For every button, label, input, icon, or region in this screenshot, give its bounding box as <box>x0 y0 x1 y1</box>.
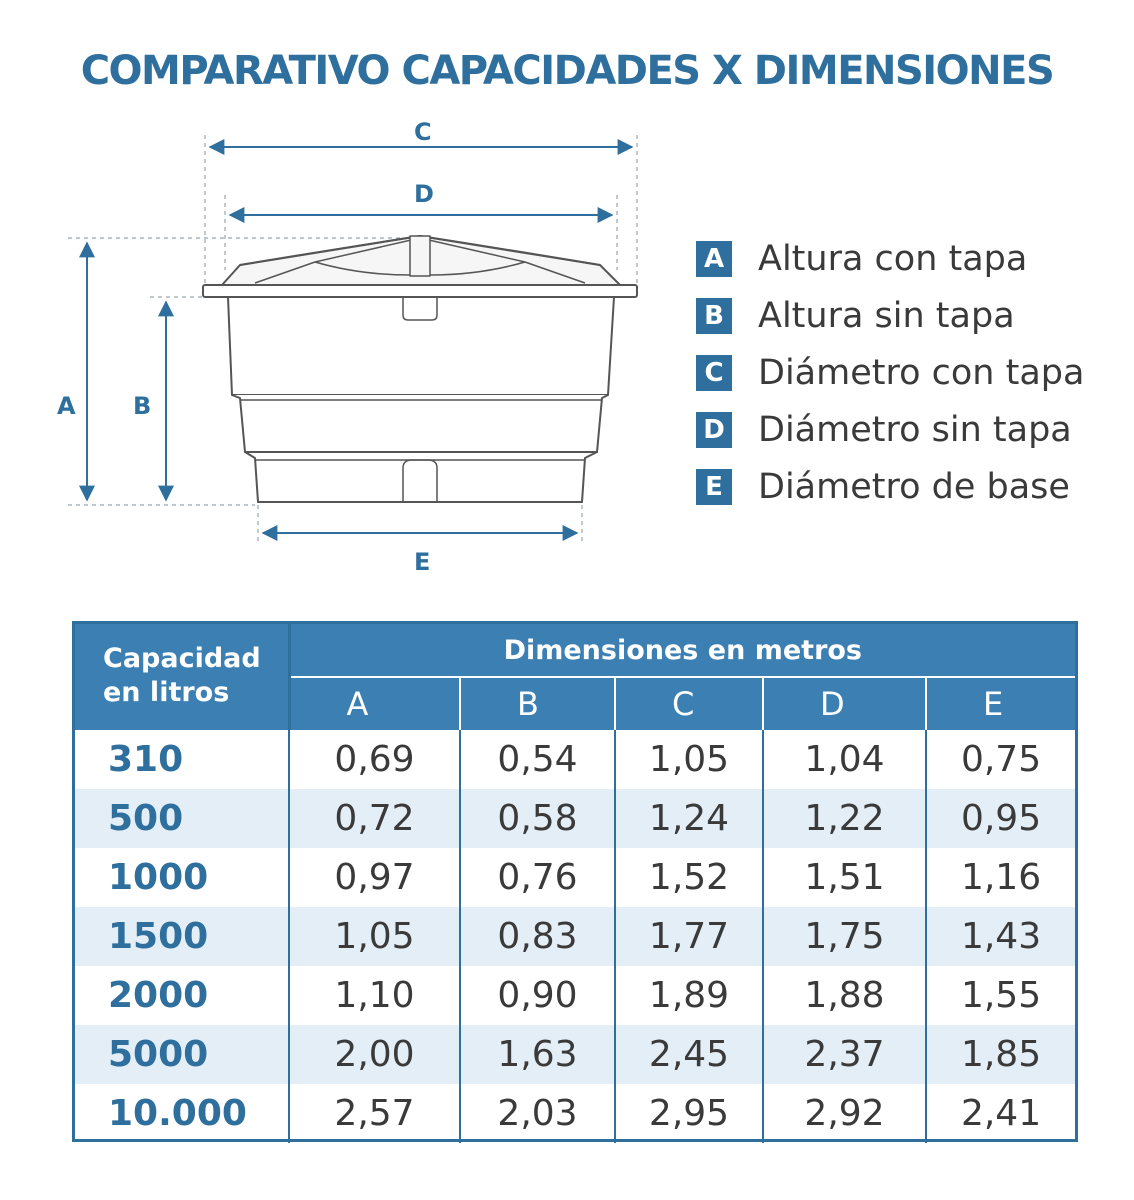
value-cell: 1,16 <box>926 848 1075 907</box>
value-cell: 0,69 <box>289 730 460 789</box>
value-cell: 1,22 <box>763 789 926 848</box>
value-cell: 0,58 <box>460 789 615 848</box>
value-cell: 2,00 <box>289 1025 460 1084</box>
value-cell: 0,54 <box>460 730 615 789</box>
capacity-cell: 1500 <box>75 907 289 966</box>
capacity-cell: 1000 <box>75 848 289 907</box>
tank-outline <box>203 236 637 502</box>
legend-key-badge: B <box>696 298 732 334</box>
value-cell: 1,24 <box>615 789 763 848</box>
value-cell: 1,51 <box>763 848 926 907</box>
value-cell: 2,03 <box>460 1084 615 1143</box>
legend-item-b <box>696 287 1084 344</box>
value-cell: 1,52 <box>615 848 763 907</box>
table-row <box>75 966 1075 1025</box>
legend-text: Diámetro sin tapa <box>758 409 1072 450</box>
legend-item-a <box>696 230 1084 287</box>
capacity-cell: 500 <box>75 789 289 848</box>
legend-key-badge: A <box>696 241 732 277</box>
value-cell: 1,05 <box>615 730 763 789</box>
value-cell: 2,57 <box>289 1084 460 1143</box>
table-row <box>75 1025 1075 1084</box>
legend-key-badge: D <box>696 412 732 448</box>
value-cell: 0,97 <box>289 848 460 907</box>
dimension-d-label: D <box>414 180 434 208</box>
capacity-cell: 5000 <box>75 1025 289 1084</box>
value-cell: 1,55 <box>926 966 1075 1025</box>
value-cell: 1,43 <box>926 907 1075 966</box>
dimensions-header: Dimensiones en metros <box>289 624 1075 677</box>
table-row <box>75 1084 1075 1143</box>
dimensions-table <box>72 621 1078 1142</box>
value-cell: 0,83 <box>460 907 615 966</box>
dimension-b-label: B <box>133 392 152 420</box>
value-cell: 0,72 <box>289 789 460 848</box>
value-cell: 0,75 <box>926 730 1075 789</box>
value-cell: 2,92 <box>763 1084 926 1143</box>
legend-text: Altura sin tapa <box>758 295 1015 336</box>
column-header-d: D <box>763 677 926 730</box>
dimension-a-label: A <box>57 392 76 420</box>
legend-key-badge: E <box>696 469 732 505</box>
value-cell: 2,95 <box>615 1084 763 1143</box>
dimension-e-label: E <box>414 548 431 576</box>
capacity-cell: 10.000 <box>75 1084 289 1143</box>
value-cell: 2,45 <box>615 1025 763 1084</box>
page-title: COMPARATIVO CAPACIDADES X DIMENSIONES <box>80 48 1054 94</box>
value-cell: 2,41 <box>926 1084 1075 1143</box>
legend-key-badge: C <box>696 355 732 391</box>
table-row <box>75 907 1075 966</box>
value-cell: 1,89 <box>615 966 763 1025</box>
column-header-b: B <box>460 677 615 730</box>
value-cell: 1,77 <box>615 907 763 966</box>
dimension-c-label: C <box>414 118 432 146</box>
value-cell: 0,76 <box>460 848 615 907</box>
column-header-c: C <box>615 677 763 730</box>
capacity-cell: 2000 <box>75 966 289 1025</box>
value-cell: 2,37 <box>763 1025 926 1084</box>
capacity-header <box>75 624 289 730</box>
legend-item-c <box>696 344 1084 401</box>
legend-text: Diámetro de base <box>758 466 1070 507</box>
value-cell: 0,90 <box>460 966 615 1025</box>
legend-text: Diámetro con tapa <box>758 352 1085 393</box>
value-cell: 1,63 <box>460 1025 615 1084</box>
column-header-a: A <box>289 677 460 730</box>
value-cell: 0,95 <box>926 789 1075 848</box>
legend-item-e <box>696 458 1084 515</box>
table-row <box>75 789 1075 848</box>
table-row <box>75 730 1075 789</box>
table-row <box>75 848 1075 907</box>
legend-text: Altura con tapa <box>758 238 1028 279</box>
tank-diagram <box>0 0 700 600</box>
value-cell: 1,75 <box>763 907 926 966</box>
capacity-cell: 310 <box>75 730 289 789</box>
column-header-e: E <box>926 677 1075 730</box>
value-cell: 1,88 <box>763 966 926 1025</box>
capacity-header-line2: en litros <box>103 677 230 708</box>
value-cell: 1,05 <box>289 907 460 966</box>
value-cell: 1,10 <box>289 966 460 1025</box>
legend-item-d <box>696 401 1084 458</box>
value-cell: 1,85 <box>926 1025 1075 1084</box>
capacity-header-line1: Capacidad <box>103 643 261 674</box>
value-cell: 1,04 <box>763 730 926 789</box>
legend <box>696 230 1084 515</box>
